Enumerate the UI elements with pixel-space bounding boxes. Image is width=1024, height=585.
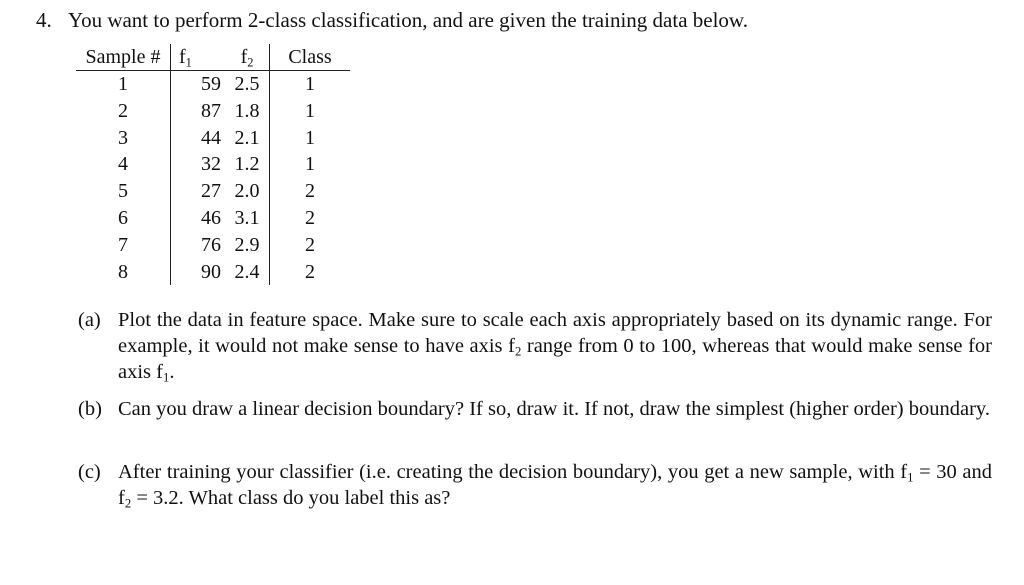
cell-class: 1 — [305, 126, 315, 149]
cell-f1: 46 — [201, 206, 221, 229]
cell-f2: 1.2 — [225, 151, 270, 178]
cell-f2: 3.1 — [225, 205, 270, 232]
cell-class: 2 — [305, 260, 315, 283]
table-row — [76, 259, 350, 286]
header-sample: Sample # — [76, 44, 171, 71]
table-header-row — [76, 44, 350, 71]
cell-class: 2 — [305, 206, 315, 229]
cell-f1: 32 — [201, 153, 221, 176]
part-c-text-1: After training your classifier (i.e. creating the decision boundary), you get a new sample, with f — [118, 461, 908, 483]
cell-class: 2 — [305, 233, 315, 256]
cell-sample: 2 — [76, 98, 171, 125]
cell-sample: 7 — [76, 232, 171, 259]
header-f2-base: f — [240, 46, 248, 68]
part-c-text-3: = 3.2. What class do you label this as? — [131, 487, 451, 509]
table-row — [76, 125, 350, 152]
table-row — [76, 98, 350, 125]
problem-text: You want to perform 2-class classification, and are given the training data below. — [68, 8, 748, 32]
cell-f1: 90 — [201, 260, 221, 283]
cell-sample: 6 — [76, 205, 171, 232]
cell-sample: 5 — [76, 178, 171, 205]
cell-sample: 3 — [76, 125, 171, 152]
cell-f2: 2.5 — [225, 71, 270, 98]
cell-f2: 1.8 — [225, 98, 270, 125]
part-a-text — [118, 307, 992, 385]
training-data-table — [76, 44, 350, 285]
problem-number: 4. — [36, 8, 52, 32]
part-b — [78, 396, 992, 422]
table-row — [76, 232, 350, 259]
cell-f1: 87 — [201, 99, 221, 122]
cell-class: 1 — [305, 73, 315, 95]
cell-f2: 2.0 — [225, 178, 270, 205]
cell-sample: 1 — [76, 71, 171, 98]
cell-sample: 8 — [76, 259, 171, 286]
cell-class: 1 — [305, 99, 315, 122]
cell-class: 1 — [305, 153, 315, 176]
part-b-label: (b) — [78, 398, 102, 420]
header-f1-base: f — [179, 46, 186, 68]
cell-class: 2 — [305, 180, 315, 203]
header-f2 — [225, 44, 270, 71]
header-f1 — [171, 44, 226, 71]
part-c-text-2: = 30 and f — [118, 461, 992, 509]
header-class: Class — [270, 44, 351, 71]
part-c-sub-1: 1 — [907, 470, 914, 485]
part-c — [78, 459, 992, 511]
cell-f2: 2.9 — [225, 232, 270, 259]
cell-f1: 76 — [201, 233, 221, 256]
cell-sample: 4 — [76, 151, 171, 178]
part-a-text-1: Plot the data in feature space. Make sure to scale each axis appropriately based on its dynamic range. For example, it would not make sense to have axis f — [118, 309, 992, 357]
cell-f2: 2.1 — [225, 125, 270, 152]
part-a-sub-2: 1 — [162, 370, 170, 385]
part-b-text: Can you draw a linear decision boundary? If so, draw it. If not, draw the simplest (higher order) boundary. — [118, 398, 990, 420]
part-a-label: (a) — [78, 309, 101, 331]
header-f2-sub: 2 — [247, 55, 254, 70]
cell-f1: 59 — [201, 73, 221, 95]
part-c-label: (c) — [78, 461, 101, 483]
part-a-text-3: . — [169, 361, 175, 383]
header-f1-sub: 1 — [185, 55, 192, 70]
part-a-text-2: range from 0 to 100, whereas that would make sense for axis f — [118, 335, 992, 383]
table-row — [76, 178, 350, 205]
part-c-sub-2: 2 — [124, 496, 132, 511]
table-row — [76, 205, 350, 232]
table-row — [76, 71, 350, 98]
problem-statement — [36, 6, 748, 34]
cell-f1: 44 — [201, 126, 221, 149]
cell-f1: 27 — [201, 180, 221, 203]
part-a-sub-1: 2 — [514, 344, 522, 359]
cell-f2: 2.4 — [225, 259, 270, 286]
table-row — [76, 151, 350, 178]
part-a — [78, 307, 992, 385]
part-c-text — [118, 459, 992, 511]
